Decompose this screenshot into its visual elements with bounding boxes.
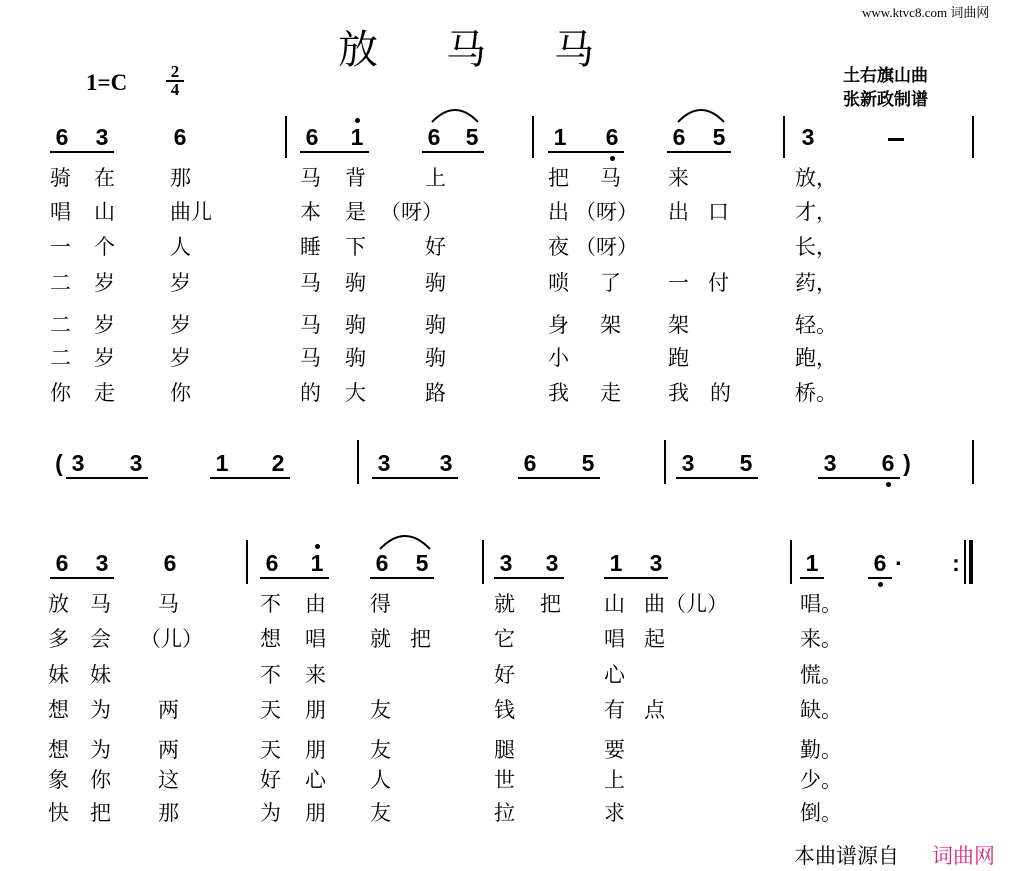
lyric: 为 — [90, 738, 111, 762]
underline — [868, 577, 892, 579]
lyric: 那 — [158, 801, 179, 825]
note: 6 — [163, 550, 177, 576]
lyric: 友 — [370, 801, 391, 825]
note: 5 — [712, 124, 726, 150]
lyric: 骑 — [50, 166, 71, 190]
lyric: 就 — [494, 592, 515, 616]
lyric: 腿 — [494, 738, 515, 762]
lyric: 架 — [600, 313, 621, 337]
time-signature-top: 2 — [166, 64, 184, 82]
lyric: 人 — [170, 235, 191, 259]
note: 6 — [523, 450, 537, 476]
lyric: （儿） — [140, 627, 203, 651]
note: 6 — [305, 124, 319, 150]
lyric: 二 — [50, 346, 71, 370]
repeat-barline-thick — [969, 540, 973, 584]
lyric: 你 — [90, 768, 111, 792]
barline — [783, 116, 785, 158]
lyric: 好 — [260, 768, 281, 792]
lyric: 两 — [158, 738, 179, 762]
lyric: 的 — [710, 381, 731, 405]
lyric: 朋 — [305, 738, 326, 762]
note: 6 — [55, 550, 69, 576]
lyric: 马 — [300, 313, 321, 337]
lyric: 的 — [300, 381, 321, 405]
note: 3 — [499, 550, 513, 576]
lyric: 走 — [94, 381, 115, 405]
note: 3 — [71, 450, 85, 476]
lyric: 把 — [410, 627, 431, 651]
underline — [50, 577, 114, 579]
underline — [422, 151, 484, 153]
lyric: 我 — [548, 381, 569, 405]
underline — [548, 151, 624, 153]
lyric: 唱。 — [800, 592, 842, 616]
note: 1 — [215, 450, 229, 476]
augmentation-dot: · — [895, 550, 903, 576]
lyric: 世 — [494, 768, 515, 792]
slur — [676, 104, 726, 124]
lyric: 马 — [90, 592, 111, 616]
dash — [888, 138, 904, 141]
lyric: 放， — [795, 166, 837, 190]
lyric: 马 — [600, 166, 621, 190]
lyric: 二 — [50, 271, 71, 295]
note: 1 — [805, 550, 819, 576]
lyric: 马 — [300, 346, 321, 370]
lyric: 山 — [94, 200, 115, 224]
lyric: 驹 — [425, 346, 446, 370]
lyric: 天 — [260, 698, 281, 722]
lyric: 有 — [604, 698, 625, 722]
lyric: 才， — [795, 200, 837, 224]
lyric: 下 — [345, 235, 366, 259]
lyric: 为 — [90, 698, 111, 722]
underline — [372, 477, 458, 479]
lyric: 药， — [795, 271, 837, 295]
lyric: 两 — [158, 698, 179, 722]
lyric: 妹 — [48, 663, 69, 687]
note: 3 — [545, 550, 559, 576]
lyric: 要 — [604, 738, 625, 762]
underline — [667, 151, 731, 153]
lyric: 多 — [48, 627, 69, 651]
lyric: （呀） — [575, 235, 638, 259]
lyric: 朋 — [305, 801, 326, 825]
lyric: 来 — [305, 663, 326, 687]
lyric: 曲（儿） — [644, 592, 728, 616]
slur — [378, 529, 432, 551]
note: 3 — [681, 450, 695, 476]
lyric: 想 — [260, 627, 281, 651]
underline — [494, 577, 564, 579]
paren-open: ( — [55, 450, 63, 476]
note: 2 — [271, 450, 285, 476]
lyric: 友 — [370, 738, 391, 762]
lyric: 岁 — [94, 346, 115, 370]
lyric: 是 — [345, 200, 366, 224]
lyric: 一 — [50, 235, 71, 259]
lyric: 岁 — [94, 313, 115, 337]
lyric: 心 — [305, 768, 326, 792]
lyric: 夜 — [548, 235, 569, 259]
note-low: 6 — [600, 124, 624, 151]
lyric: 这 — [158, 768, 179, 792]
lyric: 你 — [50, 381, 71, 405]
lyric: 上 — [604, 768, 625, 792]
lyric: 小 — [548, 346, 569, 370]
lyric: 好 — [425, 235, 446, 259]
credit-origin: 土右旗山曲 — [843, 66, 928, 86]
note: 3 — [95, 124, 109, 150]
lyric: 背 — [345, 166, 366, 190]
lyric: 妹 — [90, 663, 111, 687]
note: 5 — [415, 550, 429, 576]
slur — [430, 104, 480, 124]
lyric: 把 — [540, 592, 561, 616]
lyric: 快 — [48, 801, 69, 825]
repeat-dots: : — [952, 550, 960, 576]
note: 3 — [129, 450, 143, 476]
underline — [300, 151, 369, 153]
lyric: 路 — [425, 381, 446, 405]
underline — [518, 477, 600, 479]
end-barline — [972, 440, 974, 484]
lyric: 驹 — [345, 313, 366, 337]
lyric: 马 — [300, 166, 321, 190]
note: 6 — [375, 550, 389, 576]
note: 3 — [439, 450, 453, 476]
note: 3 — [823, 450, 837, 476]
note: 6 — [427, 124, 441, 150]
lyric: 天 — [260, 738, 281, 762]
barline — [285, 116, 287, 158]
lyric: 唱 — [604, 627, 625, 651]
lyric: 上 — [425, 166, 446, 190]
watermark: www.ktvc8.com 词曲网 — [862, 5, 990, 20]
note: 1 — [553, 124, 567, 150]
note: 6 — [173, 124, 187, 150]
note: 6 — [672, 124, 686, 150]
lyric: （呀） — [380, 200, 443, 224]
source-label: 本曲谱源自 — [794, 844, 899, 868]
lyric: 唢 — [548, 271, 569, 295]
lyric: 大 — [345, 381, 366, 405]
lyric: 驹 — [345, 271, 366, 295]
lyric: 勤。 — [800, 738, 842, 762]
lyric: 它 — [494, 627, 515, 651]
note: 5 — [739, 450, 753, 476]
lyric: 身 — [548, 313, 569, 337]
credit-arranger: 张新政制谱 — [843, 90, 928, 110]
lyric: 跑 — [668, 346, 689, 370]
lyric: 由 — [305, 592, 326, 616]
underline — [50, 151, 114, 153]
underline — [604, 577, 668, 579]
barline — [357, 440, 359, 484]
lyric: 曲儿 — [170, 200, 212, 224]
underline — [676, 477, 758, 479]
note: 5 — [581, 450, 595, 476]
lyric: 点 — [644, 698, 665, 722]
lyric: 倒。 — [800, 801, 842, 825]
note-low: 6 — [868, 550, 892, 577]
barline — [532, 116, 534, 158]
underline — [800, 577, 824, 579]
lyric: 长， — [795, 235, 837, 259]
paren-close: ) — [903, 450, 911, 476]
lyric: 了 — [600, 271, 621, 295]
lyric: 为 — [260, 801, 281, 825]
lyric: 起 — [644, 627, 665, 651]
lyric: 岁 — [170, 271, 191, 295]
lyric: 付 — [708, 271, 729, 295]
lyric: 一 — [668, 271, 689, 295]
underline — [260, 577, 329, 579]
barline — [482, 540, 484, 584]
note: 6 — [55, 124, 69, 150]
lyric: 钱 — [494, 698, 515, 722]
lyric: 马 — [300, 271, 321, 295]
note: 3 — [95, 550, 109, 576]
lyric: 驹 — [345, 346, 366, 370]
lyric: 驹 — [425, 313, 446, 337]
lyric: 桥。 — [795, 381, 837, 405]
lyric: 岁 — [94, 271, 115, 295]
lyric: 个 — [94, 235, 115, 259]
song-title: 放马马 — [338, 27, 662, 73]
repeat-barline-thin — [964, 540, 966, 584]
lyric: 本 — [300, 200, 321, 224]
lyric: 来 — [668, 166, 689, 190]
lyric: 把 — [90, 801, 111, 825]
lyric: 会 — [90, 627, 111, 651]
lyric: （呀） — [575, 200, 638, 224]
lyric: 二 — [50, 313, 71, 337]
lyric: 心 — [604, 663, 625, 687]
lyric: 就 — [370, 627, 391, 651]
key-signature: 1=C — [86, 70, 128, 95]
lyric: 想 — [48, 698, 69, 722]
lyric: 拉 — [494, 801, 515, 825]
note: 3 — [649, 550, 663, 576]
lyric: 跑， — [795, 346, 837, 370]
lyric: 你 — [170, 381, 191, 405]
lyric: 唱 — [50, 200, 71, 224]
lyric: 求 — [604, 801, 625, 825]
lyric: 好 — [494, 663, 515, 687]
lyric: 马 — [158, 592, 179, 616]
lyric: 不 — [260, 592, 281, 616]
lyric: 出 — [668, 200, 689, 224]
lyric: 来。 — [800, 627, 842, 651]
lyric: 岁 — [170, 313, 191, 337]
barline — [246, 540, 248, 584]
note-low: 6 — [876, 450, 900, 477]
end-barline — [972, 116, 974, 158]
note: 3 — [377, 450, 391, 476]
lyric: 岁 — [170, 346, 191, 370]
lyric: 得 — [370, 592, 391, 616]
lyric: 山 — [604, 592, 625, 616]
lyric: 走 — [600, 381, 621, 405]
lyric: 缺。 — [800, 698, 842, 722]
lyric: 那 — [170, 166, 191, 190]
lyric: 架 — [668, 313, 689, 337]
credits — [843, 64, 928, 112]
underline — [370, 577, 434, 579]
source-brand-link[interactable]: 词曲网 — [932, 844, 995, 868]
lyric: 慌。 — [800, 663, 842, 687]
time-signature-bottom: 4 — [170, 80, 180, 99]
underline — [818, 477, 900, 479]
barline — [664, 440, 666, 484]
lyric: 少。 — [800, 768, 842, 792]
lyric: 朋 — [305, 698, 326, 722]
lyric: 放 — [48, 592, 69, 616]
note-high: 1 — [345, 124, 369, 151]
underline — [210, 477, 290, 479]
note: 1 — [609, 550, 623, 576]
lyric: 口 — [708, 200, 729, 224]
lyric: 友 — [370, 698, 391, 722]
note: 3 — [801, 124, 815, 150]
note-high: 1 — [305, 550, 329, 577]
note: 5 — [465, 124, 479, 150]
lyric: 不 — [260, 663, 281, 687]
lyric: 象 — [48, 768, 69, 792]
note: 6 — [265, 550, 279, 576]
lyric: 人 — [370, 768, 391, 792]
barline — [790, 540, 792, 584]
lyric: 想 — [48, 738, 69, 762]
lyric: 出 — [548, 200, 569, 224]
time-signature — [166, 64, 184, 98]
lyric: 睡 — [300, 235, 321, 259]
lyric: 驹 — [425, 271, 446, 295]
underline — [66, 477, 148, 479]
lyric: 轻。 — [795, 313, 837, 337]
lyric: 在 — [94, 166, 115, 190]
lyric: 我 — [668, 381, 689, 405]
lyric: 唱 — [305, 627, 326, 651]
lyric: 把 — [548, 166, 569, 190]
